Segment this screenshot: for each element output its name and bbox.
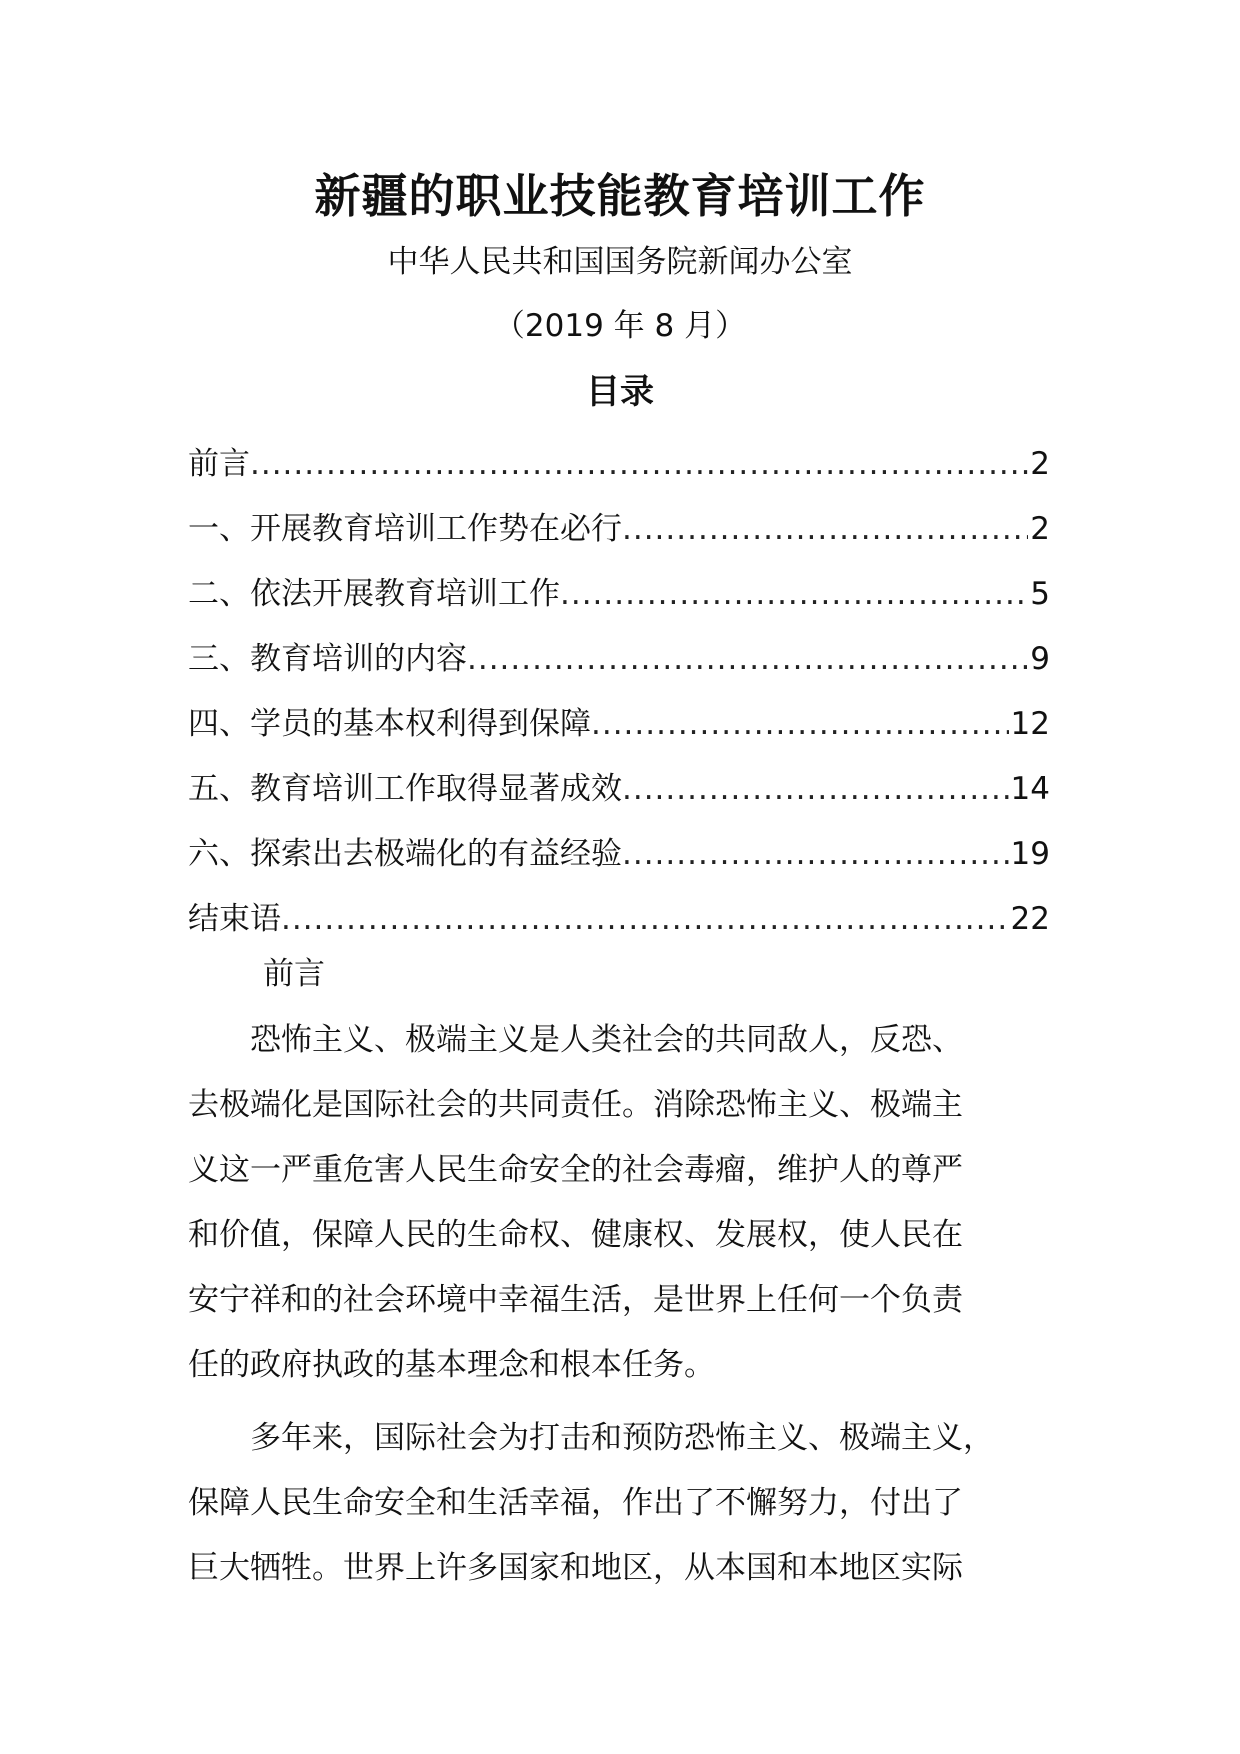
toc-entry-page: 9 [1030,641,1050,677]
toc-leader-dots [250,432,1028,497]
toc-entry[interactable] [188,692,1050,757]
body-paragraph [188,1406,1050,1601]
paragraph-line: 恐怖主义、极端主义是人类社会的共同敌人，反恐、 [188,1022,963,1058]
toc-entry[interactable] [188,757,1050,822]
toc-entry-label: 二、依法开展教育培训工作 [188,576,560,612]
toc-entry-label: 五、教育培训工作取得显著成效 [188,771,622,807]
toc-leader-dots [467,627,1028,692]
section-heading: 前言 [263,956,325,992]
toc-entry-label: 一、开展教育培训工作势在必行 [188,511,622,547]
toc-leader-dots [591,692,1009,757]
toc-entry[interactable] [188,497,1050,562]
toc-leader-dots [560,562,1028,627]
paragraph-line: 义这一严重危害人民生命安全的社会毒瘤，维护人的尊严 [188,1152,963,1188]
toc-leader-dots [281,887,1009,952]
paragraph-line: 保障人民生命安全和生活幸福，作出了不懈努力，付出了 [188,1485,963,1521]
toc-leader-dots [622,497,1028,562]
toc-entry-page: 2 [1030,446,1050,482]
toc-entry-label: 前言 [188,446,250,482]
toc-entry-page: 5 [1030,576,1050,612]
body-paragraph [188,1008,1050,1398]
toc-entry[interactable] [188,562,1050,627]
toc-entry-page: 22 [1010,901,1050,937]
paragraph-line: 巨大牺牲。世界上许多国家和地区，从本国和本地区实际 [188,1550,963,1586]
toc-entry-label: 三、教育培训的内容 [188,641,467,677]
toc-entry-page: 12 [1010,706,1050,742]
toc-entry-label: 结束语 [188,901,281,937]
table-of-contents [188,432,1050,952]
paragraph-line: 和价值，保障人民的生命权、健康权、发展权，使人民在 [188,1217,963,1253]
toc-entry[interactable] [188,627,1050,692]
document-date: （2019 年 8 月） [493,308,747,344]
toc-entry-page: 2 [1030,511,1050,547]
paragraph-line: 安宁祥和的社会环境中幸福生活，是世界上任何一个负责 [188,1282,963,1318]
toc-entry-label: 四、学员的基本权利得到保障 [188,706,591,742]
toc-entry-page: 14 [1010,771,1050,807]
toc-entry[interactable] [188,822,1050,887]
toc-leader-dots [622,757,1009,822]
toc-entry[interactable] [188,887,1050,952]
toc-entry[interactable] [188,432,1050,497]
document-title: 新疆的职业技能教育培训工作 [314,169,926,223]
toc-entry-label: 六、探索出去极端化的有益经验 [188,836,622,872]
paragraph-line: 多年来，国际社会为打击和预防恐怖主义、极端主义， [188,1420,994,1456]
paragraph-line: 任的政府执政的基本理念和根本任务。 [188,1347,715,1383]
document-issuer: 中华人民共和国国务院新闻办公室 [387,244,853,280]
toc-entry-page: 19 [1010,836,1050,872]
paragraph-line: 去极端化是国际社会的共同责任。消除恐怖主义、极端主 [188,1087,963,1123]
toc-leader-dots [622,822,1009,887]
toc-heading: 目录 [586,372,654,412]
